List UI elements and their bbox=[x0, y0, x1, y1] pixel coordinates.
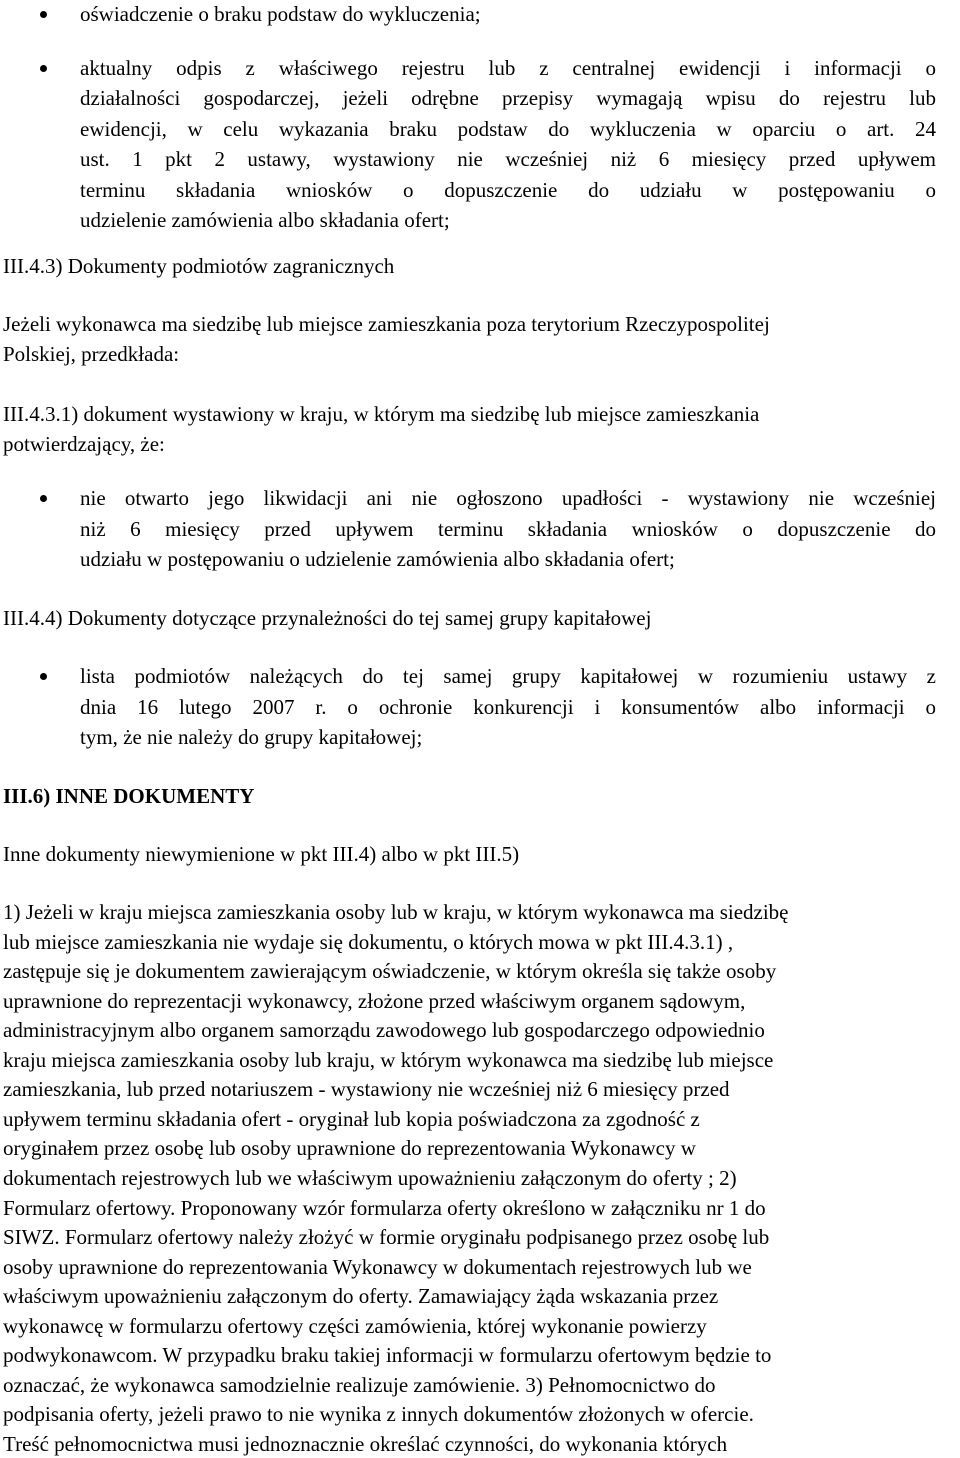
paragraph-line: wykonawcę w formularzu ofertowy części zamówienia, której wykonanie powierzy bbox=[3, 1313, 707, 1338]
list-item-text: tym, że nie należy do grupy kapitałowej; bbox=[80, 725, 423, 749]
list-item-text: dnia 16 lutego 2007 r. o ochronie konkurencji i konsumentów albo informacji o bbox=[80, 694, 936, 719]
list-item-text: terminu składania wniosków o dopuszczenie do udziału w postępowaniu o bbox=[80, 177, 936, 202]
section-heading: III.4.3) Dokumenty podmiotów zagranicznych bbox=[3, 254, 395, 278]
bullet-icon bbox=[40, 65, 47, 72]
list-item-text: udziału w postępowaniu o udzielenie zamówienia albo składania ofert; bbox=[80, 547, 675, 571]
paragraph-line: osoby uprawnione do reprezentowania Wykonawcy w dokumentach rejestrowych lub we bbox=[3, 1254, 752, 1279]
paragraph-line: dokumentach rejestrowych lub we właściwym upoważnieniu załączonym do oferty ; 2) bbox=[3, 1165, 737, 1190]
paragraph-line: 1) Jeżeli w kraju miejsca zamieszkania osoby lub w kraju, w którym wykonawca ma siedzibę bbox=[3, 900, 789, 924]
bullet-icon bbox=[40, 673, 47, 680]
paragraph-line: zamieszkania, lub przed notariuszem - wystawiony nie wcześniej niż 6 miesięcy przed bbox=[3, 1077, 730, 1102]
paragraph-line: III.4.3.1) dokument wystawiony w kraju, w którym ma siedzibę lub miejsce zamieszkania bbox=[3, 402, 760, 426]
paragraph-line: administracyjnym albo organem samorządu zawodowego lub gospodarczego odpowiednio bbox=[3, 1018, 765, 1043]
paragraph-line: Formularz ofertowy. Proponowany wzór formularza oferty określono w załączniku nr 1 do bbox=[3, 1195, 766, 1220]
paragraph-line: Jeżeli wykonawca ma siedzibę lub miejsce zamieszkania poza terytorium Rzeczypospolitej bbox=[3, 312, 770, 336]
section-heading: III.6) INNE DOKUMENTY bbox=[3, 784, 255, 808]
list-item-text: ewidencji, w celu wykazania braku podstaw do wykluczenia w oparciu o art. 24 bbox=[80, 116, 936, 141]
paragraph-line: oznaczać, że wykonawca samodzielnie realizuje zamówienie. 3) Pełnomocnictwo do bbox=[3, 1372, 716, 1397]
paragraph-line: kraju miejsca zamieszkania osoby lub kraju, w którym wykonawca ma siedzibę lub miejsce bbox=[3, 1047, 774, 1072]
section-subheading: Inne dokumenty niewymienione w pkt III.4) albo w pkt III.5) bbox=[3, 842, 520, 866]
list-item-text: działalności gospodarczej, jeżeli odrębne przepisy wymagają wpisu do rejestru lub bbox=[80, 86, 936, 111]
paragraph-line: Polskiej, przedkłada: bbox=[3, 342, 180, 366]
paragraph-line: oryginałem przez osobę lub osoby uprawnione do reprezentowania Wykonawcy w bbox=[3, 1136, 696, 1161]
list-item-text: udzielenie zamówienia albo składania ofert; bbox=[80, 208, 450, 232]
section-heading: III.4.4) Dokumenty dotyczące przynależności do tej samej grupy kapitałowej bbox=[3, 606, 652, 630]
paragraph-line: podwykonawcom. W przypadku braku takiej informacji w formularzu ofertowym będzie to bbox=[3, 1343, 772, 1368]
bullet-icon bbox=[40, 495, 47, 502]
list-item-text: niż 6 miesięcy przed upływem terminu składania wniosków o dopuszczenie do bbox=[80, 516, 936, 541]
paragraph-line: właściwym upoważnieniu załączonym do oferty. Zamawiający żąda wskazania przez bbox=[3, 1284, 719, 1309]
paragraph-line: upływem terminu składania ofert - oryginał lub kopia poświadczona za zgodność z bbox=[3, 1106, 700, 1131]
paragraph-line: uprawnione do reprezentacji wykonawcy, złożone przed właściwym organem sądowym, bbox=[3, 988, 746, 1013]
paragraph-line: podpisania oferty, jeżeli prawo to nie wynika z innych dokumentów złożonych w ofercie. bbox=[3, 1402, 754, 1427]
list-item-text: ust. 1 pkt 2 ustawy, wystawiony nie wcześniej niż 6 miesięcy przed upływem bbox=[80, 147, 936, 172]
bullet-icon bbox=[40, 11, 47, 18]
list-item-text: nie otwarto jego likwidacji ani nie ogłoszono upadłości - wystawiony nie wcześniej bbox=[80, 486, 936, 510]
list-item-text: aktualny odpis z właściwego rejestru lub z centralnej ewidencji i informacji o bbox=[80, 56, 936, 80]
paragraph-line: SIWZ. Formularz ofertowy należy złożyć w formie oryginału podpisanego przez osobę lub bbox=[3, 1225, 770, 1250]
paragraph-line: potwierdzający, że: bbox=[3, 432, 165, 456]
paragraph-line: Treść pełnomocnictwa musi jednoznacznie określać czynności, do wykonania których bbox=[3, 1431, 728, 1456]
list-item-text: oświadczenie o braku podstaw do wykluczenia; bbox=[80, 2, 481, 26]
paragraph-line: zastępuje się je dokumentem zawierającym oświadczenie, w którym określa się także osoby bbox=[3, 959, 777, 984]
list-item-text: lista podmiotów należących do tej samej grupy kapitałowej w rozumieniu ustawy z bbox=[80, 664, 936, 688]
paragraph-line: lub miejsce zamieszkania nie wydaje się dokumentu, o których mowa w pkt III.4.3.1) , bbox=[3, 929, 734, 954]
